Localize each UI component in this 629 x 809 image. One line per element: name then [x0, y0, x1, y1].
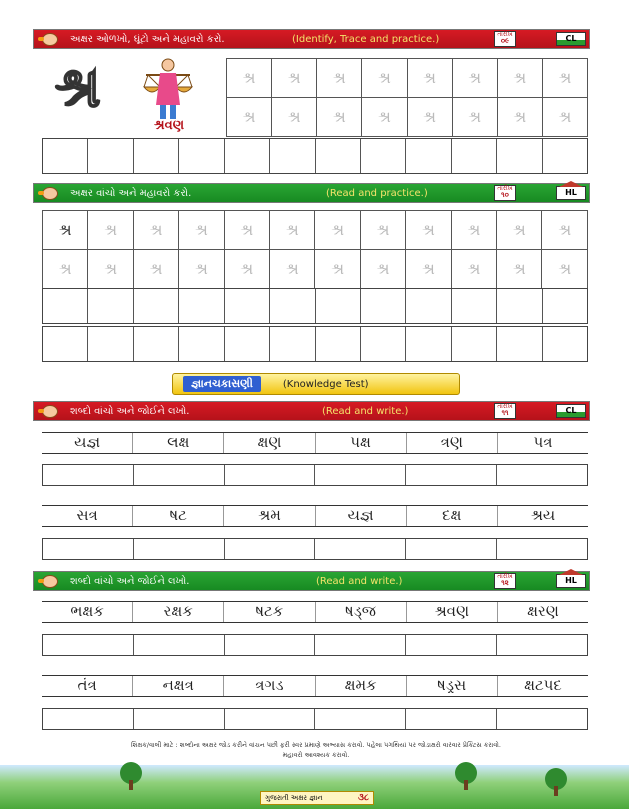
page-footer-box [260, 791, 374, 805]
book-title: ગુજરાતી અક્ષર જ્ઞાન [265, 793, 323, 802]
word-row [42, 505, 588, 527]
word-cell: ભક્ષક [42, 602, 133, 622]
word-cell: પક્ષ [316, 433, 407, 453]
trace-cell[interactable]: શ્ર [452, 98, 497, 137]
word-cell: ષડ્જ [316, 602, 407, 622]
tree-icon [545, 768, 567, 790]
libra-figure-icon [140, 55, 196, 121]
trace-grid [226, 58, 588, 137]
trace-cell[interactable]: શ્ર [497, 211, 542, 250]
word-cell: શ્રમ [224, 506, 315, 526]
trace-cell[interactable]: શ્ર [224, 250, 269, 289]
trace-cell[interactable]: શ્ર [362, 59, 407, 98]
date-box: તારીખ ૧૨ [494, 573, 516, 589]
section2-title: અક્ષર વાંચો અને મહાવરો કરો. [70, 187, 192, 199]
word-cell: રક્ષક [133, 602, 224, 622]
word-cell: ષટ [133, 506, 224, 526]
trace-cell[interactable]: શ્ર [406, 250, 451, 289]
trace-cell[interactable]: શ્ર [497, 250, 542, 289]
practice-row[interactable] [42, 138, 588, 174]
trace-cell[interactable]: શ્ર [43, 250, 88, 289]
trace-cell[interactable]: શ્ર [497, 59, 542, 98]
trace-cell[interactable]: શ્ર [227, 59, 272, 98]
knowledge-test-english: (Knowledge Test) [282, 378, 369, 390]
word-row [42, 432, 588, 454]
trace-grid [42, 210, 588, 289]
trace-cell[interactable]: શ્ર [406, 211, 451, 250]
word-cell: નક્ષત્ર [133, 676, 224, 696]
trace-cell[interactable]: શ્ર [179, 250, 224, 289]
section3-title: શબ્દો વાંચો અને જોઈને લખો. [70, 405, 190, 417]
section3-english: (Read and write.) [322, 405, 409, 417]
section4-english: (Read and write.) [316, 575, 403, 587]
word-row [42, 601, 588, 623]
trace-cell[interactable]: શ્ર [542, 250, 588, 289]
trace-cell[interactable]: શ્ર [360, 250, 405, 289]
word-cell: લક્ષ [133, 433, 224, 453]
trace-cell[interactable]: શ્ર [451, 211, 496, 250]
trace-cell[interactable]: શ્ર [452, 59, 497, 98]
word-cell: ક્ષરણ [527, 602, 559, 620]
word-cell: ષટક [224, 602, 315, 622]
trace-cell[interactable]: શ્ર [542, 98, 587, 137]
trace-cell[interactable]: શ્ર [270, 211, 315, 250]
tree-icon [455, 762, 477, 784]
section3-header [33, 401, 590, 421]
trace-cell[interactable]: શ્ર [317, 98, 362, 137]
section2-english: (Read and practice.) [326, 187, 428, 199]
section4-title: શબ્દો વાંચો અને જોઈને લખો. [70, 575, 190, 587]
trace-cell[interactable]: શ્ર [227, 98, 272, 137]
level-tag: CL [556, 32, 586, 46]
date-box: તારીખ ૧૧ [494, 403, 516, 419]
trace-cell[interactable]: શ્ર [272, 98, 317, 137]
word-cell: યજ્ઞ [42, 433, 133, 453]
writing-row[interactable] [42, 538, 588, 560]
word-cell: ત્રગડ [224, 676, 315, 696]
date-box: તારીખ ૧૦ [494, 185, 516, 201]
trace-cell[interactable]: શ્ર [360, 211, 405, 250]
writing-row[interactable] [42, 634, 588, 656]
practice-row[interactable] [42, 288, 588, 324]
level-tag: HL [556, 186, 586, 200]
trace-cell[interactable]: શ્ર [315, 211, 360, 250]
section1-english: (Identify, Trace and practice.) [292, 33, 440, 45]
trace-cell[interactable]: શ્ર [542, 211, 588, 250]
trace-cell[interactable]: શ્ર [133, 250, 178, 289]
knowledge-test-banner [172, 373, 460, 395]
level-tag: HL [556, 574, 586, 588]
knowledge-test-gujarati: જ્ઞાનચકાસણી [183, 376, 261, 392]
word-cell: ત્રણ [407, 433, 498, 453]
trace-cell[interactable]: શ્ર [497, 98, 542, 137]
section2-header [33, 183, 590, 203]
section1-title: અક્ષર ઓળખો, ઘૂંટો અને મહાવરો કરો. [70, 33, 225, 45]
level-tag: CL [556, 404, 586, 418]
word-cell: ક્ષણ [224, 433, 315, 453]
trace-cell[interactable]: શ્ર [362, 98, 407, 137]
trace-cell[interactable]: શ્ર [270, 250, 315, 289]
teacher-note: શિક્ષક/વાલી માટે : શબ્દોના અક્ષર જોડ કરીને વાંચન પછી ફરી સ્વર પ્રમાણે અભ્યાસ કરાવો. પહેલા પગથિયાં પર જોડાક્ષરો વારંવાર પ્રેક્ટિસ કરાવો. મહાવરો આવશ્યક કરાવો. [131, 741, 501, 759]
bird-icon [38, 185, 62, 201]
bird-icon [38, 31, 62, 47]
trace-cell[interactable]: શ્ર [224, 211, 269, 250]
trace-cell[interactable]: શ્ર [133, 211, 178, 250]
date-box: તારીખ ૦૯ [494, 31, 516, 47]
word-row [42, 675, 588, 697]
bird-icon [38, 403, 62, 419]
trace-cell[interactable]: શ્ર [88, 211, 133, 250]
writing-row[interactable] [42, 464, 588, 486]
trace-cell[interactable]: શ્ર [88, 250, 133, 289]
word-cell: શ્રય [530, 506, 556, 524]
word-cell: ક્ષમક [316, 676, 407, 696]
word-cell: દક્ષ [407, 506, 498, 526]
trace-cell[interactable]: શ્ર [407, 59, 452, 98]
practice-row[interactable] [42, 326, 588, 362]
word-cell: તંત્ર [42, 676, 133, 696]
trace-cell[interactable]: શ્ર [451, 250, 496, 289]
trace-cell[interactable]: શ્ર [407, 98, 452, 137]
trace-cell[interactable]: શ્ર [542, 59, 587, 98]
trace-cell[interactable]: શ્ર [317, 59, 362, 98]
trace-cell[interactable]: શ્ર [43, 211, 88, 250]
word-cell: યજ્ઞ [316, 506, 407, 526]
bird-icon [38, 573, 62, 589]
writing-row[interactable] [42, 708, 588, 730]
word-cell: ષડ્રસ [407, 676, 498, 696]
word-cell: સત્ર [42, 506, 133, 526]
section4-header [33, 571, 590, 591]
tree-icon [120, 762, 142, 784]
trace-cell[interactable]: શ્ર [179, 211, 224, 250]
section1-header [33, 29, 590, 49]
big-letter-outline: શ્ર [55, 55, 101, 120]
word-cell: ક્ષટપદ [524, 676, 562, 694]
word-cell: શ્રવણ [407, 602, 498, 622]
page-number: ૩૮ [358, 793, 369, 803]
example-word: શ્રવણ [154, 118, 185, 133]
trace-cell[interactable]: શ્ર [315, 250, 360, 289]
word-cell: પત્ર [533, 433, 553, 451]
trace-cell[interactable]: શ્ર [272, 59, 317, 98]
